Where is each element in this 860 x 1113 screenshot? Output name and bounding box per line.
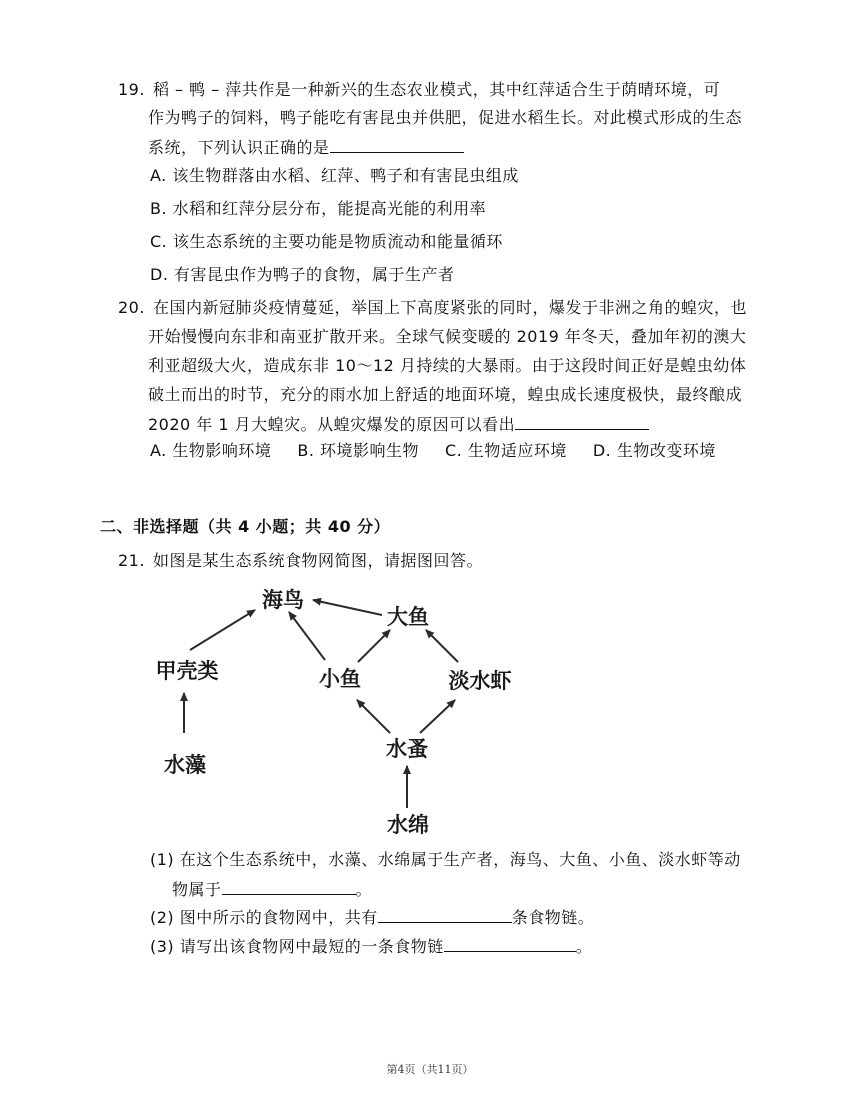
q20-option-c: C. 生物适应环境 — [445, 441, 567, 460]
arrow-jiakelei-to-hainiao — [190, 610, 255, 650]
node-danshuixia: 淡水虾 — [448, 669, 512, 693]
q21-sub2-prefix: (2) 图中所示的食物网中，共有 — [150, 908, 378, 927]
q20-option-d: D. 生物改变环境 — [592, 441, 716, 460]
node-hainiao: 海鸟 — [262, 588, 304, 612]
node-jiakelei: 甲壳类 — [155, 659, 219, 683]
q19-option-d: D. 有害昆虫作为鸭子的食物，属于生产者 — [150, 265, 455, 284]
q21-sub3 — [150, 935, 592, 958]
q20-number: 20. — [118, 298, 145, 317]
q20-stem-line2: 开始慢慢向东非和南亚扩散开来。全球气候变暖的 2019 年冬天，叠加年初的澳大 — [148, 327, 747, 346]
q20-stem-line5: 2020 年 1 月大蝗灾。从蝗灾爆发的原因可以看出 — [148, 415, 516, 434]
q20-answer-blank[interactable] — [515, 413, 649, 430]
q19-option-a: A. 该生物群落由水稻、红萍、鸭子和有害昆虫组成 — [150, 166, 519, 185]
q21-sub1-line1: (1) 在这个生态系统中，水藻、水绵属于生产者，海鸟、大鱼、小鱼、淡水虾等动 — [150, 850, 741, 869]
q19-option-b: B. 水稻和红萍分层分布，能提高光能的利用率 — [150, 199, 487, 218]
arrow-xiaoyu-to-hainiao — [289, 612, 325, 660]
node-xiaoyu: 小鱼 — [319, 667, 361, 691]
arrow-xiaoyu-to-dayu — [358, 630, 390, 662]
q20-line5 — [148, 413, 649, 436]
q19-line1 — [118, 79, 720, 101]
q20-options — [150, 440, 716, 462]
node-shuimian: 水绵 — [387, 813, 429, 837]
node-dayu: 大鱼 — [387, 605, 429, 629]
page-footer: 第4页（共11页） — [386, 1063, 474, 1076]
section2-heading: 二、非选择题（共 4 小题；共 40 分） — [100, 517, 391, 536]
q19-stem-line3: 系统，下列认识正确的是 — [148, 138, 330, 157]
q19-option-c: C. 该生态系统的主要功能是物质流动和能量循环 — [150, 232, 503, 251]
q20-option-b: B. 环境影响生物 — [297, 441, 419, 460]
arrow-shuiyun-to-danshuixia — [420, 700, 455, 733]
q20-line1 — [118, 297, 747, 319]
q21-sub2-end: 条食物链。 — [511, 908, 595, 927]
q21-sub1-end: 。 — [355, 880, 373, 899]
q21-sub1-prefix: 物属于 — [172, 880, 222, 899]
q21-sub3-prefix: (3) 请写出该食物网中最短的一条食物链 — [150, 937, 444, 956]
arrow-dayu-to-hainiao — [313, 600, 382, 615]
node-shuiyun: 水蚤 — [386, 737, 428, 761]
q21-sub1-line2 — [172, 878, 372, 901]
q21-number: 21. — [118, 551, 145, 570]
q19-answer-blank[interactable] — [330, 136, 464, 153]
q20-stem-line1: 在国内新冠肺炎疫情蔓延，举国上下高度紧张的同时，爆发于非洲之角的蝗灾，也 — [152, 298, 747, 317]
arrow-shuiyun-to-xiaoyu — [357, 700, 390, 733]
q21-line — [118, 550, 483, 572]
q21-sub3-end: 。 — [575, 937, 593, 956]
q19-stem-line1: 稻 – 鸭 – 萍共作是一种新兴的生态农业模式，其中红萍适合生于荫晴环境，可 — [152, 80, 721, 99]
q19-line3 — [148, 136, 464, 159]
q20-option-a: A. 生物影响环境 — [150, 441, 272, 460]
arrow-danshuixia-to-dayu — [426, 630, 458, 662]
q21-stem: 如图是某生态系统食物网简图，请据图回答。 — [152, 551, 483, 570]
q20-stem-line4: 破土而出的时节，充分的雨水加上舒适的地面环境，蝗虫成长速度极快，最终酿成 — [148, 385, 743, 404]
q21-sub2 — [150, 906, 594, 929]
q19-stem-line2: 作为鸭子的饲料，鸭子能吃有害昆虫并供肥，促进水稻生长。对此模式形成的生态 — [148, 108, 743, 127]
q20-stem-line3: 利亚超级大火，造成东非 10～12 月持续的大暴雨。由于这段时间正好是蝗虫幼体 — [148, 356, 747, 375]
q21-sub1-blank[interactable] — [222, 878, 356, 895]
q21-sub3-blank[interactable] — [444, 935, 576, 952]
q21-sub2-blank[interactable] — [378, 906, 512, 923]
node-shuizao: 水藻 — [164, 753, 206, 777]
q19-number: 19. — [118, 80, 145, 99]
